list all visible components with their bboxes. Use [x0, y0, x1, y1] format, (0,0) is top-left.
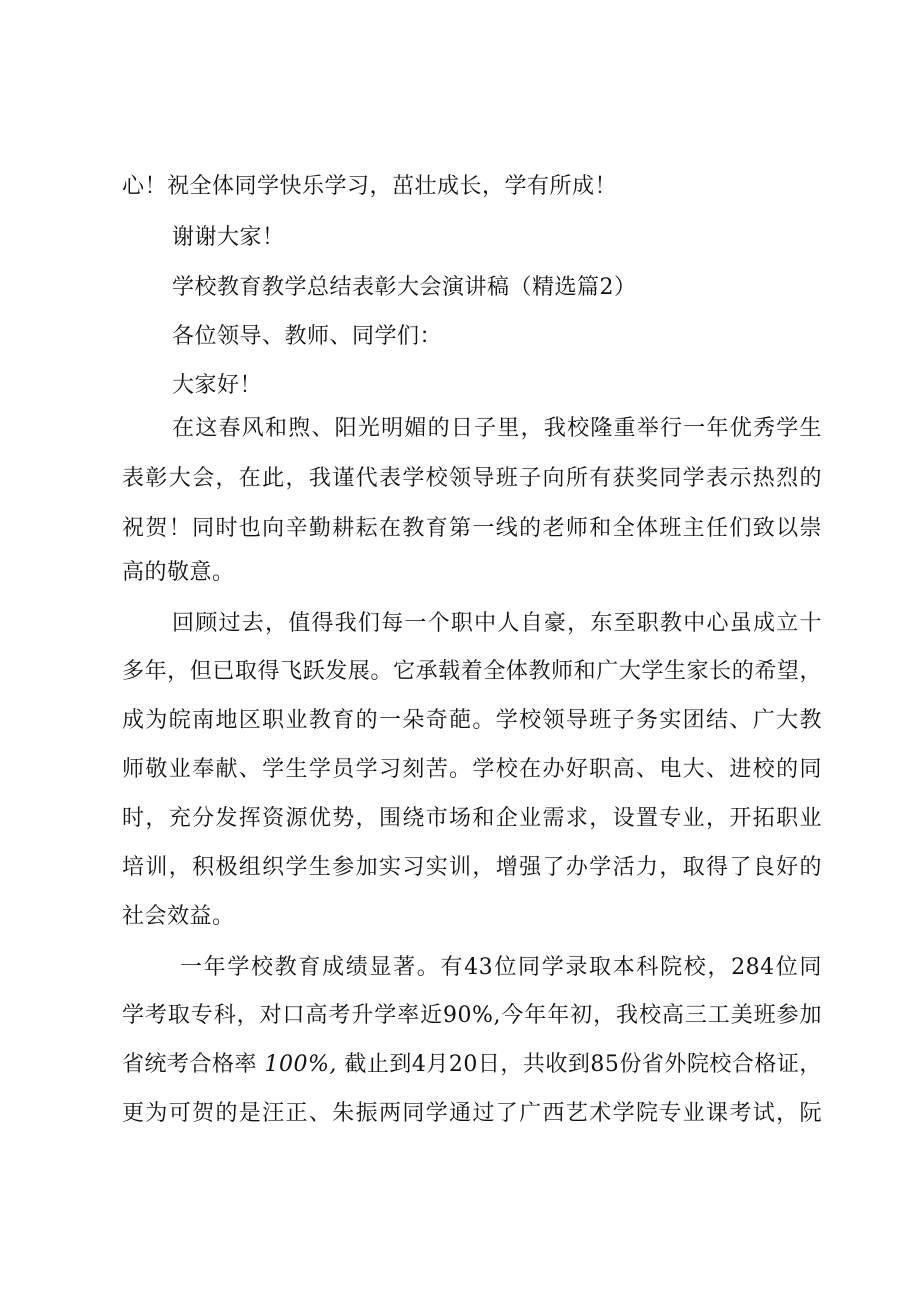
line-text: 省统考合格率 — [122, 1052, 258, 1077]
paragraph-line: 在这春风和煦、阳光明媚的日子里，我校隆重举行一年优秀学生 — [172, 416, 822, 441]
paragraph-line: 心！祝全体同学快乐学习，茁壮成长，学有所成！ — [122, 174, 618, 199]
paragraph-line: 培训，积极组织学生参加实习实训，增强了办学活力，取得了良好的 — [122, 855, 822, 880]
paragraph-line: 社会效益。 — [122, 904, 235, 929]
percentage-text: 100%, — [264, 1052, 337, 1077]
paragraph-line: 学考取专科，对口高考升学率近90%,今年年初，我校高三工美班参加 — [122, 1003, 822, 1028]
paragraph-line: 一年学校教育成绩显著。有43位同学录取本科院校，284位同 — [180, 955, 822, 980]
paragraph-line: 回顾过去，值得我们每一个职中人自豪，东至职教中心虽成立十 — [172, 611, 822, 636]
section-heading: 学校教育教学总结表彰大会演讲稿（精选篇2） — [172, 275, 637, 300]
paragraph-line: 更为可贺的是汪正、朱振两同学通过了广西艺术学院专业课考试，阮 — [122, 1101, 822, 1126]
paragraph-line: 成为皖南地区职业教育的一朵奇葩。学校领导班子务实团结、广大教 — [122, 708, 822, 733]
paragraph-line: 时，充分发挥资源优势，围绕市场和企业需求，设置专业，开拓职业 — [122, 806, 822, 831]
paragraph-line: 师敬业奉献、学生学员学习刻苦。学校在办好职高、电大、进校的同 — [122, 757, 822, 782]
paragraph-line: 祝贺！同时也向辛勤耕耘在教育第一线的老师和全体班主任们致以崇 — [122, 516, 822, 541]
salutation: 各位领导、教师、同学们： — [172, 324, 443, 349]
paragraph-line — [122, 1050, 822, 1080]
paragraph-line: 表彰大会，在此，我谨代表学校领导班子向所有获奖同学表示热烈的 — [122, 466, 822, 491]
paragraph-line: 高的敬意。 — [122, 560, 235, 585]
greeting: 大家好！ — [172, 373, 263, 398]
paragraph-line: 多年，但已取得飞跃发展。它承载着全体教师和广大学生家长的希望， — [122, 659, 822, 684]
line-text: 截止到4月20日，共收到85份省外院校合格证， — [344, 1052, 822, 1077]
paragraph-line: 谢谢大家！ — [172, 225, 285, 250]
